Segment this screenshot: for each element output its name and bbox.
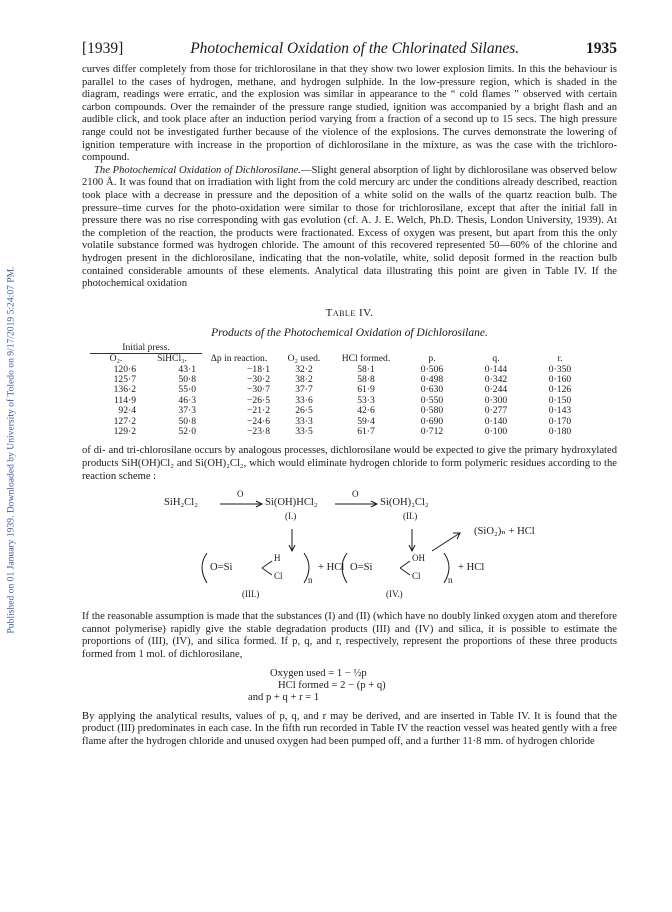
- paren-left-3: [202, 553, 207, 583]
- table-cell: 50·8: [178, 373, 196, 385]
- table-cell: 46·3: [178, 394, 196, 406]
- column-header: SiHCl₃.: [157, 353, 187, 365]
- table-cell: 0·580: [420, 405, 444, 417]
- table-cell: 0·350: [548, 363, 572, 375]
- product-2-formula: Si(OH)₂Cl₂: [380, 497, 429, 509]
- polymer-3-hcl: + HCl: [318, 562, 345, 574]
- table-cell: −24·6: [247, 415, 270, 427]
- table-cell: 0·550: [420, 394, 444, 406]
- product-1-label: (I.): [285, 511, 297, 522]
- table-cell: 0·143: [548, 405, 572, 417]
- column-header: q.: [492, 353, 500, 365]
- table-cell: 0·300: [484, 394, 508, 406]
- paragraph-explosion-limits: curves differ completely from those for trichlorosilane in that they show two lower explosion limits. In this the behaviour is parallel to the cases of hydrogen, methane, and hydrogen sulphide. In the low-pressure region, which is shaded in the diagram, readings were erratic, and the explosion was similar in appearance to the “ cold flames ” observed with certain carbon compounds. Over the remainder of the pressure range studied, ignition was accompanied by a bright flash and an audible click, and took place after an induction period varying from a fraction of a second up to 15 secs. The high pressure range could not be investigated further because of the violence of the explosions. The curves demonstrate the lowering of ignition temperature with increase in the proportion of dichlorosilane in the mixture, as was the case with the trichloro-compound.: [82, 64, 617, 164]
- journal-year: [1939]: [82, 40, 124, 57]
- polymer-3-label: (III.): [242, 589, 260, 600]
- column-header: r.: [557, 353, 563, 365]
- reactant-formula: SiH₂Cl₂: [164, 497, 198, 509]
- table-cell: −18·1: [247, 363, 270, 375]
- table-cell: 26·5: [295, 405, 313, 417]
- polymer-4-label: (IV.): [386, 589, 403, 600]
- group-header: Initial press.: [90, 343, 202, 354]
- products-table: [90, 343, 592, 438]
- arrow-diagonal: [432, 533, 460, 551]
- table-cell: 50·8: [178, 415, 196, 427]
- table-cell: 0·100: [484, 425, 508, 437]
- bond-4-bottom: [400, 568, 410, 575]
- equation-oxygen-used: Oxygen used = 1 − ½p: [270, 667, 367, 679]
- column-header: p.: [428, 353, 436, 365]
- table-cell: 0·690: [420, 415, 444, 427]
- bond-3-bottom: [262, 568, 272, 575]
- table-cell: 120·6: [113, 363, 136, 375]
- running-title: Photochemical Oxidation of the Chlorinated Silanes.: [190, 40, 520, 57]
- column-header: O₂.: [109, 353, 123, 365]
- table-cell: 32·2: [295, 363, 313, 375]
- polymer-3-subscript: n: [308, 575, 313, 586]
- table-title: Table IV.: [325, 306, 374, 319]
- table-row: [90, 427, 592, 437]
- table-cell: 0·277: [484, 405, 508, 417]
- table-row: [90, 385, 592, 395]
- polymer-3-bottom: Cl: [274, 571, 283, 582]
- table-row: [90, 406, 592, 416]
- table-row: [90, 375, 592, 385]
- table-cell: 0·506: [420, 363, 444, 375]
- table-row: [90, 417, 592, 427]
- table-cell: 0·630: [420, 384, 444, 396]
- bond-3-top: [262, 561, 272, 568]
- table-cell: −26·5: [247, 394, 270, 406]
- table-cell: 33·3: [295, 415, 313, 427]
- running-header: [82, 40, 617, 58]
- arrow-label-1: O: [237, 489, 244, 500]
- polymer-4-bottom: Cl: [412, 571, 421, 582]
- table-cell: 0·180: [548, 425, 572, 437]
- paragraph-photochemical-oxidation: [82, 165, 617, 291]
- download-watermark: [4, 150, 18, 750]
- table-cell: 59·4: [357, 415, 375, 427]
- polymer-4-subscript: n: [448, 575, 453, 586]
- table-cell: 61·7: [357, 425, 375, 437]
- table-cell: 52·0: [178, 425, 196, 437]
- table-cell: 0·126: [548, 384, 572, 396]
- table-cell: 33·6: [295, 394, 313, 406]
- table-cell: 43·1: [178, 363, 196, 375]
- table-cell: 0·160: [548, 373, 572, 385]
- product-2-label: (II.): [403, 511, 418, 522]
- table-cell: 0·244: [484, 384, 508, 396]
- table-cell: −30·2: [247, 373, 270, 385]
- column-header: HCl formed.: [341, 353, 391, 365]
- table-cell: 0·140: [484, 415, 508, 427]
- table-cell: 37·7: [295, 384, 313, 396]
- table-cell: 61·9: [357, 384, 375, 396]
- table-row: [90, 365, 592, 375]
- table-cell: 0·144: [484, 363, 508, 375]
- column-header: O₂ used.: [287, 353, 321, 365]
- download-notice: Published on 01 January 1939. Downloaded by University of Toledo on 9/17/2019 5:24:07 PM.: [5, 266, 17, 634]
- table-cell: 33·5: [295, 425, 313, 437]
- equations: [82, 668, 617, 705]
- paragraph-text: —Slight general absorption of light by dichlorosilane was observed below 2100 Å. It was found that on irradiation with light from the cold mercury arc under the conditions already described, reaction took place with a decrease in pressure and the deposition of a white solid on the walls of the quartz reaction bulb. The pressure–time curves for the photo-oxidation were similar to those for trichlorosilane, except that after the initial fall in pressure there was no rise corresponding with gas evolution (cf. A. J. E. Welch, Ph.D. Thesis, London University, 1939). At the completion of the reaction, the products were fractionated. Excess of oxygen was present, but apart from this the only volatile substance formed was hydrogen chloride. The amount of this recovered represented 50—60% of the chlorine and hydrogen present in the dichlorosilane, indicating that the non-volatile, white, solid deposit formed in the reaction bulb contained considerable amounts of these elements. Analytical data illustrating this point are given in Table IV. If the photochemical oxidation: [82, 164, 618, 290]
- page-number: 1935: [585, 40, 617, 57]
- product-1-formula: Si(OH)HCl₂: [265, 497, 318, 509]
- table-cell: 42·6: [357, 405, 375, 417]
- bond-4-top: [400, 561, 410, 568]
- polymer-4-top: OH: [412, 553, 425, 564]
- table-cell: 37·3: [178, 405, 196, 417]
- table-cell: 136·2: [113, 384, 136, 396]
- paragraph-analytical-results: By applying the analytical results, values of p, q, and r may be derived, and are inserted in Table IV. It is found that the product (III) predominates in each case. In the fifth run recorded in Table IV the reaction vessel was heated gently with a free flame after the hydrogen chloride and unused oxygen had been pumped off, and a further 11·8 mm. of hydrogen chloride: [82, 710, 617, 747]
- table-cell: 92·4: [118, 405, 136, 417]
- equation-sum: and p + q + r = 1: [248, 692, 320, 704]
- paragraph-reaction-scheme-intro: of di- and tri-chlorosilane occurs by analogous processes, dichlorosilane would be expected to give the primary hydroxylated products SiH(OH)Cl₂ and Si(OH)₂Cl₂, which would eliminate hydrogen chloride to form polymeric residues according to the reaction scheme :: [82, 445, 617, 482]
- table-cell: 114·9: [113, 394, 136, 406]
- table-cell: 129·2: [113, 425, 136, 437]
- equation-hcl-formed: HCl formed = 2 − (p + q): [278, 679, 386, 691]
- polymer-4-core: O=Si: [350, 562, 373, 574]
- table-cell: −21·2: [247, 405, 270, 417]
- table-cell: 58·8: [357, 373, 375, 385]
- table-cell: 0·342: [484, 373, 508, 385]
- arrow-label-2: O: [352, 489, 359, 500]
- table-cell: 55·0: [178, 384, 196, 396]
- table-cell: 0·712: [420, 425, 444, 437]
- silica-product: (SiO₂)ₙ + HCl: [474, 526, 535, 538]
- table-cell: −23·8: [247, 425, 270, 437]
- polymer-3-core: O=Si: [210, 562, 233, 574]
- polymer-4-hcl: + HCl: [458, 562, 485, 574]
- table-cell: 0·170: [548, 415, 572, 427]
- journal-page: [82, 40, 617, 749]
- table-cell: 0·150: [548, 394, 572, 406]
- table-cell: 127·2: [113, 415, 136, 427]
- table-cell: 125·7: [113, 373, 136, 385]
- column-header: Δp in reaction.: [210, 353, 268, 365]
- table-cell: 38·2: [295, 373, 313, 385]
- table-caption: Products of the Photochemical Oxidation of Dichlorosilane.: [211, 326, 488, 339]
- table-row: [90, 396, 592, 406]
- table-cell: −30·7: [247, 384, 270, 396]
- reaction-scheme: [82, 489, 617, 607]
- paragraph-assumption: If the reasonable assumption is made that the substances (I) and (II) (which have no doubly linked oxygen atom and therefore cannot polymerise) rapidly give the stable degradation products (III) and (IV) and silica, it is possible to estimate the proportions of (III), (IV), and silica formed. If p, q, and r, respectively, represent the proportions of these three products formed from 1 mol. of dichlorosilane,: [82, 611, 617, 660]
- table-cell: 58·1: [357, 363, 375, 375]
- table-cell: 0·498: [420, 373, 444, 385]
- table-cell: 53·3: [357, 394, 375, 406]
- section-heading: The Photochemical Oxidation of Dichlorosilane.: [94, 164, 301, 176]
- scheme-arrows: [82, 489, 617, 607]
- polymer-3-top: H: [274, 553, 281, 564]
